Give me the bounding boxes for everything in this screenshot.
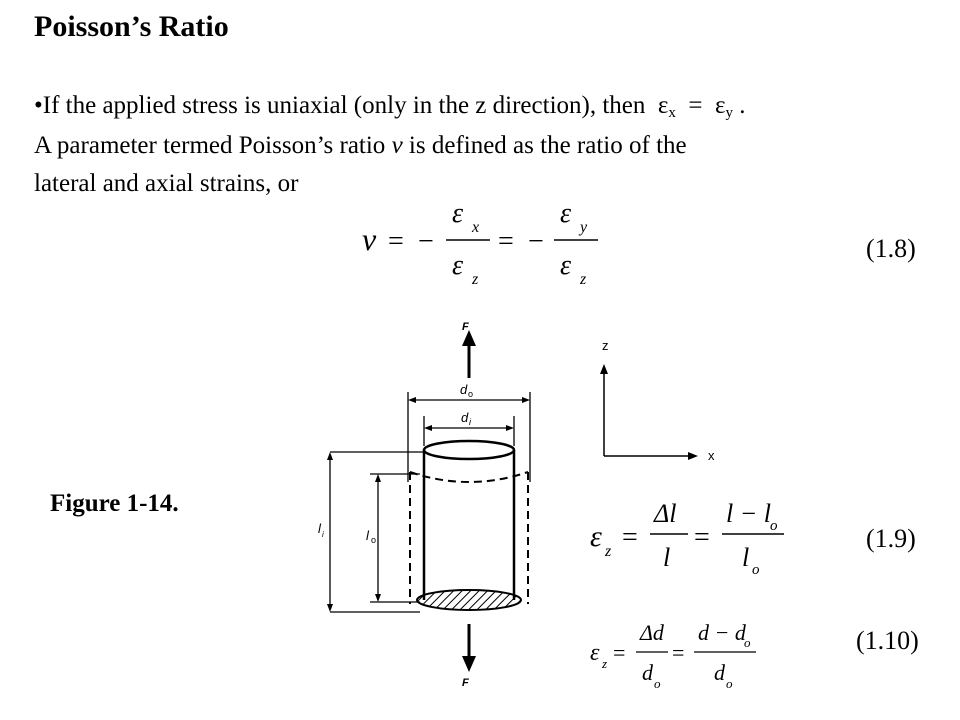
eq1-equals-2: =	[498, 226, 514, 257]
force-bottom-label: F	[462, 677, 469, 689]
eps-x-sub: x	[668, 105, 676, 121]
eq2-frac1-num: Δl	[654, 499, 677, 528]
eq3-frac1-num: Δd	[640, 620, 664, 645]
nu-symbol: ν	[391, 132, 403, 159]
eq3-frac2-num-sub: o	[744, 635, 751, 650]
eq3-eps: ε	[590, 640, 600, 666]
eq2-frac2-den: l	[742, 543, 750, 572]
force-top-label: F	[462, 321, 469, 333]
d-i-sub: i	[469, 417, 471, 427]
eps-y: ε	[715, 92, 726, 119]
eq2-frac2-num: l − l	[726, 499, 771, 528]
force-bottom-arrow-icon	[462, 656, 476, 672]
eq1-nu: ν	[362, 221, 377, 257]
line1-period: .	[739, 92, 746, 119]
eq3-frac2-num: d − d	[698, 620, 746, 645]
eq1-frac2-num-sub: y	[580, 219, 588, 236]
eq1-frac2-den-sub: z	[580, 271, 587, 288]
line2-text-b: is defined as the ratio of the	[408, 132, 687, 159]
line2-text-a: A parameter termed Poisson’s ratio	[34, 132, 386, 159]
z-arrow-icon	[600, 364, 608, 374]
d-o-sub: o	[468, 389, 474, 399]
l-o-arrow-bottom-icon	[375, 594, 381, 602]
eq1-equals: =	[388, 226, 404, 257]
equation-1-10	[590, 620, 756, 691]
d-o-arrow-left-icon	[408, 397, 416, 403]
eq2-frac1-den: l	[663, 543, 671, 572]
d-o-arrow-right-icon	[522, 397, 530, 403]
eq2-equals-1: =	[622, 522, 638, 553]
coordinate-axes	[600, 338, 715, 463]
eq3-frac2-den: d	[714, 660, 725, 685]
cylinder-hatched-base	[417, 590, 521, 610]
eq3-equals-1: =	[613, 640, 626, 665]
eq2-equals-2: =	[694, 522, 710, 553]
eq3-frac1-den: d	[642, 660, 653, 685]
paragraph-line-3: lateral and axial strains, or	[34, 170, 299, 197]
l-o-sub: o	[371, 535, 377, 545]
eq1-frac1-num-sub: x	[472, 219, 480, 236]
d-i-arrow-left-icon	[424, 425, 432, 431]
d-i-arrow-right-icon	[506, 425, 514, 431]
x-axis-label: x	[708, 448, 715, 463]
eq2-frac2-den-sub: o	[752, 562, 760, 578]
d-i-label: d	[461, 410, 469, 425]
equation-number-1-9: (1.9)	[866, 524, 916, 553]
equation-number-1-8: (1.8)	[866, 234, 916, 263]
figure-label: Figure 1-14.	[50, 490, 179, 517]
dashed-cylinder-top	[410, 472, 528, 482]
equation-1-8	[362, 198, 598, 288]
eq1-frac2-den: ε	[560, 250, 572, 281]
l-o-label: l	[366, 528, 369, 543]
eq1-minus-1: −	[418, 226, 434, 257]
eq3-eps-sub: z	[602, 656, 608, 671]
eq1-frac2-num: ε	[560, 198, 572, 229]
x-arrow-icon	[688, 452, 698, 460]
l-i-label: l	[318, 521, 321, 536]
z-axis-label: z	[602, 338, 609, 353]
l-o-arrow-top-icon	[375, 474, 381, 482]
l-i-arrow-top-icon	[327, 452, 333, 460]
eq3-equals-2: =	[672, 640, 685, 665]
eps-y-sub: y	[725, 105, 733, 121]
eq1-minus-2: −	[528, 226, 544, 257]
cylinder-figure	[318, 321, 530, 689]
equation-1-9	[590, 499, 784, 578]
eq1-frac1-num: ε	[452, 198, 464, 229]
line1-text: If the applied stress is uniaxial (only in the z direction), then	[42, 92, 646, 119]
eps-x: ε	[657, 92, 669, 119]
l-i-arrow-bottom-icon	[327, 604, 333, 612]
eq1-frac1-den-sub: z	[472, 271, 479, 288]
eq3-frac2-den-sub: o	[726, 676, 733, 691]
eq2-eps: ε	[590, 520, 602, 553]
d-o-label: d	[460, 382, 468, 397]
equation-number-1-10: (1.10)	[856, 626, 919, 655]
bullet: •	[34, 92, 43, 119]
equals: =	[688, 92, 703, 119]
eq2-eps-sub: z	[605, 543, 612, 560]
eq2-frac2-num-sub: o	[770, 518, 778, 534]
l-i-sub: i	[322, 530, 324, 539]
page-title: Poisson’s Ratio	[34, 10, 229, 43]
eq3-frac1-den-sub: o	[654, 676, 661, 691]
eq1-frac1-den: ε	[452, 250, 464, 281]
cylinder-top-ellipse	[424, 441, 514, 459]
